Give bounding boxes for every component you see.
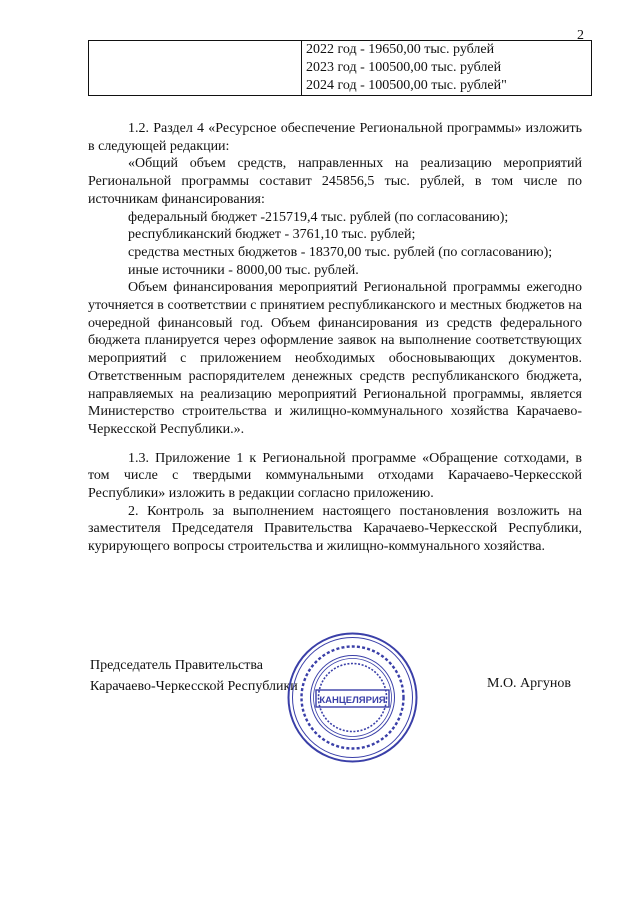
table-line-2024: 2024 год - 100500,00 тыс. рублей" — [306, 78, 507, 93]
funding-table — [88, 40, 592, 96]
table-line-2022: 2022 год - 19650,00 тыс. рублей — [306, 42, 495, 57]
stamp-center-text: КАНЦЕЛЯРИЯ — [319, 695, 386, 706]
signer-name: М.О. Аргунов — [487, 676, 572, 691]
official-stamp — [285, 630, 420, 765]
paragraph-other-sources: иные источники - 8000,00 тыс. рублей. — [128, 262, 359, 278]
paragraph-1-3: 1.3. Приложение 1 к Региональной программе «Обращение сотходами, в том числе с твердыми коммунальными отходами Карачаево-Черкесской Республики» изложить в редакции согласно приложению. — [88, 450, 582, 502]
page-number: 2 — [577, 28, 584, 43]
paragraph-republican-budget: республиканский бюджет - 3761,10 тыс. рублей; — [128, 227, 416, 243]
paragraph-2-control: 2. Контроль за выполнением настоящего постановления возложить на заместителя Председателя Правительства Карачаево-Черкесской Республики, курирующего вопросы строительства и жилищно-коммунального хозяйства. — [88, 503, 582, 555]
signature-block — [90, 655, 298, 697]
table-cell-years — [302, 41, 592, 96]
paragraph-total-funding: «Общий объем средств, направленных на реализацию мероприятий Региональной программы составит 245856,5 тыс. рублей, в том числе по источникам финансирования: — [88, 156, 582, 207]
paragraph-local-budgets: средства местных бюджетов - 18370,00 тыс. рублей (по согласованию); — [128, 244, 553, 260]
table-row — [89, 41, 592, 96]
table-cell-empty — [89, 41, 302, 96]
signer-title-line-1: Председатель Правительства — [90, 658, 263, 673]
paragraph-financing-details: Объем финансирования мероприятий Региональной программы ежегодно уточняется в соответствии с принятием республиканского и местных бюджетов на очередной финансовый год. Объем финансирования из средств федерального бюджета планируется через оформление заявок на выполнение соответствующих мероприятий с приложением необходимых обосновывающих документов. Ответственным распорядителем денежных средств республиканского бюджета, направляемых на реализацию мероприятий Региональной программы, является Министерство строительства и жилищно-коммунального хозяйства Карачаево-Черкесской Республики.». — [88, 280, 582, 437]
document-body — [88, 120, 582, 556]
paragraph-1-2: 1.2. Раздел 4 «Ресурсное обеспечение Региональной программы» изложить в следующей редакции: — [88, 121, 582, 154]
table-line-2023: 2023 год - 100500,00 тыс. рублей — [306, 60, 502, 75]
paragraph-federal-budget: федеральный бюджет -215719,4 тыс. рублей (по согласованию); — [128, 209, 509, 225]
signer-title-line-2: Карачаево-Черкесской Республики — [90, 679, 298, 694]
